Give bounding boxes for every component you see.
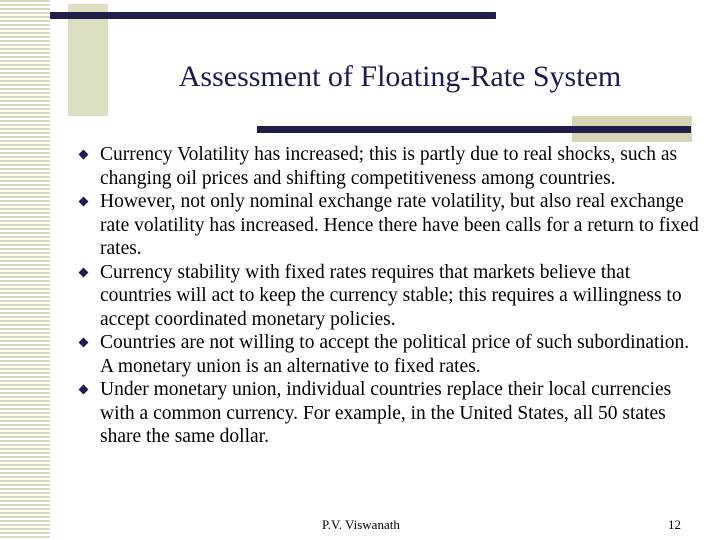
diamond-bullet-icon bbox=[79, 338, 89, 348]
top-rule bbox=[50, 12, 496, 19]
diamond-bullet-icon bbox=[79, 385, 89, 395]
bullet-list bbox=[80, 143, 705, 449]
bullet-item bbox=[80, 143, 705, 190]
diamond-bullet-icon bbox=[79, 267, 89, 277]
bullet-item bbox=[80, 331, 705, 378]
decorative-stripe bbox=[0, 0, 50, 540]
page-number: 12 bbox=[668, 517, 681, 532]
bullet-text: Under monetary union, individual countries replace their local currencies with a common currency. For example, in the United States, all 50 states share the same dollar. bbox=[100, 379, 672, 447]
bullet-item bbox=[80, 261, 705, 332]
footer-author: P.V. Viswanath bbox=[322, 517, 400, 532]
decorative-title-block bbox=[68, 4, 108, 116]
bullet-text: Currency Volatility has increased; this is partly due to real shocks, such as changing oil prices and shifting competitiveness among countries. bbox=[100, 144, 678, 189]
slide-title: Assessment of Floating-Rate System bbox=[178, 60, 622, 93]
diamond-bullet-icon bbox=[79, 197, 89, 207]
bullet-text: Currency stability with fixed rates requires that markets believe that countries will act to keep the currency stable; this requires a willingness to accept coordinated monetary policies. bbox=[100, 261, 682, 330]
diamond-bullet-icon bbox=[79, 150, 89, 160]
bottom-rule bbox=[257, 126, 691, 133]
bullet-text: However, not only nominal exchange rate volatility, but also real exchange rate volatility has increased. Hence there have been calls for a return to fixed rates. bbox=[100, 191, 699, 259]
bullet-item bbox=[80, 190, 705, 261]
bullet-text: Countries are not willing to accept the political price of such subordination. A monetary union is an alternative to fixed rates. bbox=[100, 332, 690, 377]
bullet-item bbox=[80, 378, 705, 449]
